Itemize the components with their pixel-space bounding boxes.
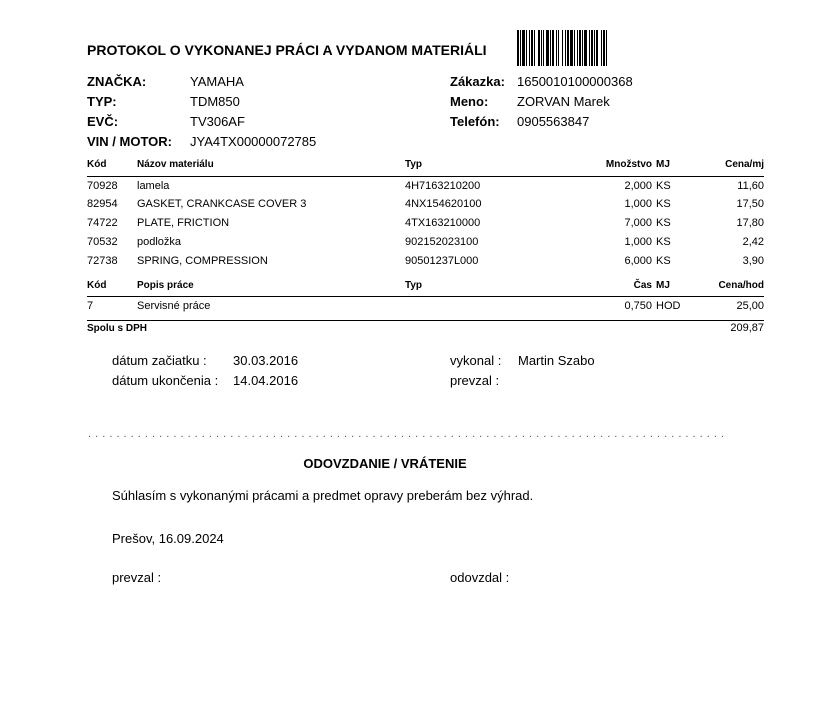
end-date-label: dátum ukončenia : — [112, 373, 219, 388]
work-header-unit: MJ — [656, 280, 670, 291]
materials-header-price: Cena/mj — [725, 159, 764, 170]
material-type: 902152023100 — [405, 236, 479, 248]
material-code: 70532 — [87, 236, 118, 248]
evc-value: TV306AF — [190, 114, 245, 129]
work-time: 0,750 — [624, 300, 652, 312]
barcode-icon — [517, 30, 683, 66]
vin-label: VIN / MOTOR: — [87, 134, 172, 149]
material-type: 4TX163210000 — [405, 217, 481, 229]
material-name: GASKET, CRANKCASE COVER 3 — [137, 198, 307, 210]
material-unit: KS — [656, 217, 671, 229]
materials-header-rule — [87, 176, 764, 177]
work-header-type: Typ — [405, 280, 423, 291]
material-qty: 1,000 — [624, 236, 652, 248]
material-name: podložka — [137, 236, 182, 248]
start-date: 30.03.2016 — [233, 353, 299, 368]
material-type: 90501237L000 — [405, 255, 479, 267]
material-code: 70928 — [87, 180, 118, 192]
evc-label: EVČ: — [87, 114, 119, 129]
total-value: 209,87 — [730, 322, 764, 334]
taken-by-label: prevzal : — [450, 373, 500, 388]
done-by: Martin Szabo — [518, 353, 595, 368]
materials-header-code: Kód — [87, 159, 107, 170]
material-price: 11,60 — [737, 180, 764, 192]
consent-text: Súhlasím s vykonanými prácami a predmet opravy preberám bez výhrad. — [112, 488, 534, 503]
material-name: PLATE, FRICTION — [137, 217, 230, 229]
dotted-separator: . . . . . . . . . . . . . . . . . . . . . . . . . . . . . . . . . . . . . . . . . . . . . . . . . . . . . . . . . . . . . . . . . . . . . . . . . . . . . . . . . . . . . . . . . . — [88, 428, 725, 440]
work-header-price: Cena/hod — [718, 280, 764, 291]
total-rule — [87, 320, 764, 321]
material-unit: KS — [656, 255, 671, 267]
work-code: 7 — [87, 300, 94, 312]
material-qty: 7,000 — [624, 217, 652, 229]
material-price: 2,42 — [742, 236, 764, 248]
work-unit: HOD — [656, 300, 681, 312]
materials-header-type: Typ — [405, 159, 423, 170]
received-by-label: prevzal : — [112, 570, 162, 585]
handed-by-label: odovzdal : — [450, 570, 510, 585]
material-type: 4NX154620100 — [405, 198, 482, 210]
type-value: TDM850 — [190, 94, 240, 109]
done-by-label: vykonal : — [450, 353, 502, 368]
place-date: Prešov, 16.09.2024 — [112, 531, 224, 546]
material-unit: KS — [656, 236, 671, 248]
material-code: 72738 — [87, 255, 118, 267]
vin-value: JYA4TX00000072785 — [190, 134, 317, 149]
phone-label: Telefón: — [450, 114, 500, 129]
material-qty: 6,000 — [624, 255, 652, 267]
material-name: SPRING, COMPRESSION — [137, 255, 268, 267]
total-label: Spolu s DPH — [87, 323, 148, 334]
material-unit: KS — [656, 180, 671, 192]
start-date-label: dátum začiatku : — [112, 353, 207, 368]
brand-label: ZNAČKA: — [87, 74, 147, 89]
material-qty: 2,000 — [624, 180, 652, 192]
material-code: 74722 — [87, 217, 118, 229]
material-code: 82954 — [87, 198, 118, 210]
work-header-time: Čas — [633, 280, 652, 291]
handover-heading: ODOVZDANIE / VRÁTENIE — [303, 456, 467, 471]
work-header-rule — [87, 296, 764, 297]
customer-phone: 0905563847 — [517, 114, 590, 129]
material-qty: 1,000 — [624, 198, 652, 210]
work-header-desc: Popis práce — [137, 280, 194, 291]
material-type: 4H7163210200 — [405, 180, 481, 192]
work-header-code: Kód — [87, 280, 107, 291]
end-date: 14.04.2016 — [233, 373, 299, 388]
material-price: 3,90 — [742, 255, 764, 267]
type-label: TYP: — [87, 94, 117, 109]
customer-name: ZORVAN Marek — [517, 94, 610, 109]
order-label: Zákazka: — [450, 74, 505, 89]
work-desc: Servisné práce — [137, 300, 211, 312]
material-price: 17,50 — [736, 198, 764, 210]
name-label: Meno: — [450, 94, 489, 109]
materials-header-qty: Množstvo — [605, 159, 652, 170]
brand-value: YAMAHA — [190, 74, 244, 89]
material-unit: KS — [656, 198, 671, 210]
materials-header-unit: MJ — [656, 159, 670, 170]
work-price: 25,00 — [736, 300, 764, 312]
material-price: 17,80 — [736, 217, 764, 229]
materials-header-name: Názov materiálu — [137, 159, 214, 170]
order-number: 1650010100000368 — [517, 74, 633, 89]
material-name: lamela — [137, 180, 170, 192]
document-title: PROTOKOL O VYKONANEJ PRÁCI A VYDANOM MATERIÁLI — [87, 42, 487, 58]
